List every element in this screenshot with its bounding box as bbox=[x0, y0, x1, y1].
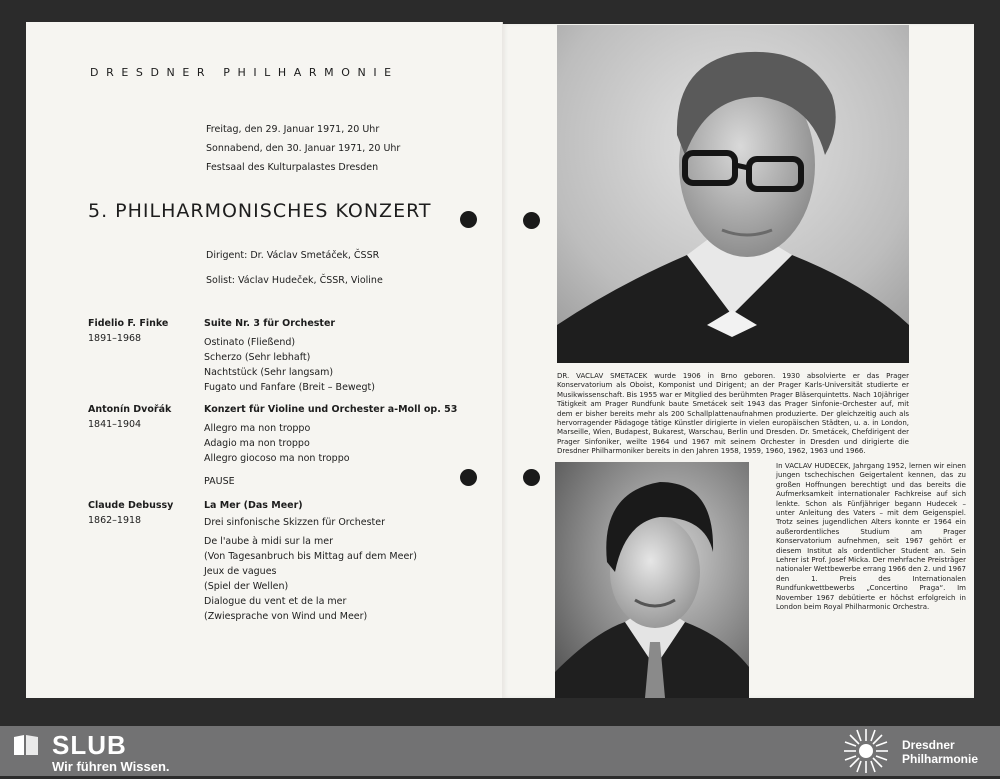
philharmonie-logo-text bbox=[902, 738, 978, 766]
movement: Allegro ma non troppo bbox=[204, 423, 311, 434]
composer-years: 1841–1904 bbox=[88, 419, 142, 430]
pause-label: PAUSE bbox=[204, 476, 235, 487]
program-item-1-work bbox=[204, 316, 375, 395]
caption-smetacek: DR. VACLAV SMETACEK wurde 1906 in Brno geboren. 1930 absolvierte er das Prager Konservatorium als Oboist, Komponist und Dirigent; an der Prager Karls-Universität studierte er Musikwissenschaft. Bis 1955 war er Mitglied des berühmten Prager Bläserquintetts. Nach 10jähriger Tätigkeit am Prager Rundfunk baute Smetácek seit 1943 das Prager Sinfonie-Orchester auf, mit dem er bisher bereits mehr als 200 Schallplattenaufnahmen produzierte. Der gleichzeitig auch als hervorragender Pädagoge tätige Künstler dirigierte in vielen europäischen Städten, u. a. in London, Marseille, Wien, Budapest, Bukarest, Warschau, Berlin und Dresden. Dr. Smetácek, Chefdirigent der Prager Sinfoniker, weilte 1964 und 1967 mit seinem Orchester in Dresden und dirigierte die Dresdner Philharmoniker bereits in den Jahren 1958, 1959, 1960, 1962, 1963 und 1966. bbox=[557, 372, 909, 456]
work-subtitle: Drei sinfonische Skizzen für Orchester bbox=[204, 517, 386, 528]
composer-name: Claude Debussy bbox=[88, 500, 174, 511]
binder-hole bbox=[523, 212, 540, 229]
movement: (Von Tagesanbruch bis Mittag auf dem Meer) bbox=[204, 551, 417, 562]
movement: Jeux de vagues bbox=[204, 566, 277, 577]
program-item-3-work bbox=[204, 498, 417, 624]
program-item-1-composer bbox=[88, 316, 168, 346]
movement: Fugato und Fanfare (Breit – Bewegt) bbox=[204, 382, 375, 393]
movement: Dialogue du vent et de la mer bbox=[204, 596, 347, 607]
soloist-line: Solist: Václav Hudeček, ČSSR, Violine bbox=[206, 275, 383, 286]
slub-tagline: Wir führen Wissen. bbox=[52, 759, 170, 774]
portrait-photo-smetacek bbox=[557, 25, 909, 363]
caption-hudecek: In VACLAV HUDECEK, Jahrgang 1952, lernen wir einen jungen tschechischen Geigertalent kennen, das zu großen Hoffnungen berechtigt und das bereits die Aufmerksamkeit internationaler Fachkreise auf sich lenkte. Schon als Fünfjähriger begann Hudecek – unter Anleitung des Vaters – mit dem Geigenspiel. Trotz seines jugendlichen Alters konnte er 1964 ein außerordentliches Studium am Prager Konservatorium aufnehmen, seit 1967 gehört er diesem Institut als ordentlicher Student an. Sein Lehrer ist Prof. Josef Micka. Der mehrfache Preisträger nationaler Wettbewerbe errang 1966 den 2. und 1967 den 1. Preis des Internationalen Rundfunkwettbewerbs „Concertino Praga“. Im November 1967 debütierte er höchst erfolgreich in London beim Royal Philharmonic Orchestra. bbox=[776, 462, 966, 612]
movement: Scherzo (Sehr lebhaft) bbox=[204, 352, 311, 363]
program-item-2-composer bbox=[88, 402, 171, 432]
movement: (Zwiesprache von Wind und Meer) bbox=[204, 611, 368, 622]
sunburst-icon bbox=[842, 727, 890, 775]
venue-line: Festsaal des Kulturpalastes Dresden bbox=[206, 162, 379, 173]
composer-name: Antonín Dvořák bbox=[88, 404, 172, 415]
portrait-photo-hudecek bbox=[555, 462, 749, 698]
work-title: Suite Nr. 3 für Orchester bbox=[204, 318, 336, 329]
binder-hole bbox=[460, 211, 477, 228]
concert-dates bbox=[206, 122, 400, 179]
orchestra-header: DRESDNER PHILHARMONIE bbox=[90, 66, 399, 79]
movement: Ostinato (Fließend) bbox=[204, 337, 296, 348]
work-title: La Mer (Das Meer) bbox=[204, 500, 303, 511]
work-title: Konzert für Violine und Orchester a-Moll op. 53 bbox=[204, 404, 458, 415]
date-line-1: Freitag, den 29. Januar 1971, 20 Uhr bbox=[206, 124, 380, 135]
movement: Nachtstück (Sehr langsam) bbox=[204, 367, 334, 378]
movement: Adagio ma non troppo bbox=[204, 438, 310, 449]
composer-years: 1891–1968 bbox=[88, 333, 142, 344]
concert-title: 5. PHILHARMONISCHES KONZERT bbox=[88, 200, 432, 222]
movement: (Spiel der Wellen) bbox=[204, 581, 289, 592]
conductor-line: Dirigent: Dr. Václav Smetáček, ČSSR bbox=[206, 250, 380, 261]
binder-hole bbox=[460, 469, 477, 486]
program-item-3-composer bbox=[88, 498, 173, 528]
footer-bar bbox=[0, 726, 1000, 776]
philharmonie-line-1: Dresdner bbox=[902, 738, 955, 752]
slub-brand: SLUB bbox=[52, 730, 127, 760]
philharmonie-line-2: Philharmonie bbox=[902, 752, 979, 766]
portrait-illustration bbox=[555, 462, 749, 698]
movement: De l'aube à midi sur la mer bbox=[204, 536, 333, 547]
movement: Allegro giocoso ma non troppo bbox=[204, 453, 350, 464]
composer-years: 1862–1918 bbox=[88, 515, 142, 526]
portrait-illustration bbox=[557, 25, 909, 363]
program-item-2-work bbox=[204, 402, 457, 466]
date-line-2: Sonnabend, den 30. Januar 1971, 20 Uhr bbox=[206, 143, 401, 154]
book-icon bbox=[12, 733, 40, 757]
composer-name: Fidelio F. Finke bbox=[88, 318, 169, 329]
binder-hole bbox=[523, 469, 540, 486]
